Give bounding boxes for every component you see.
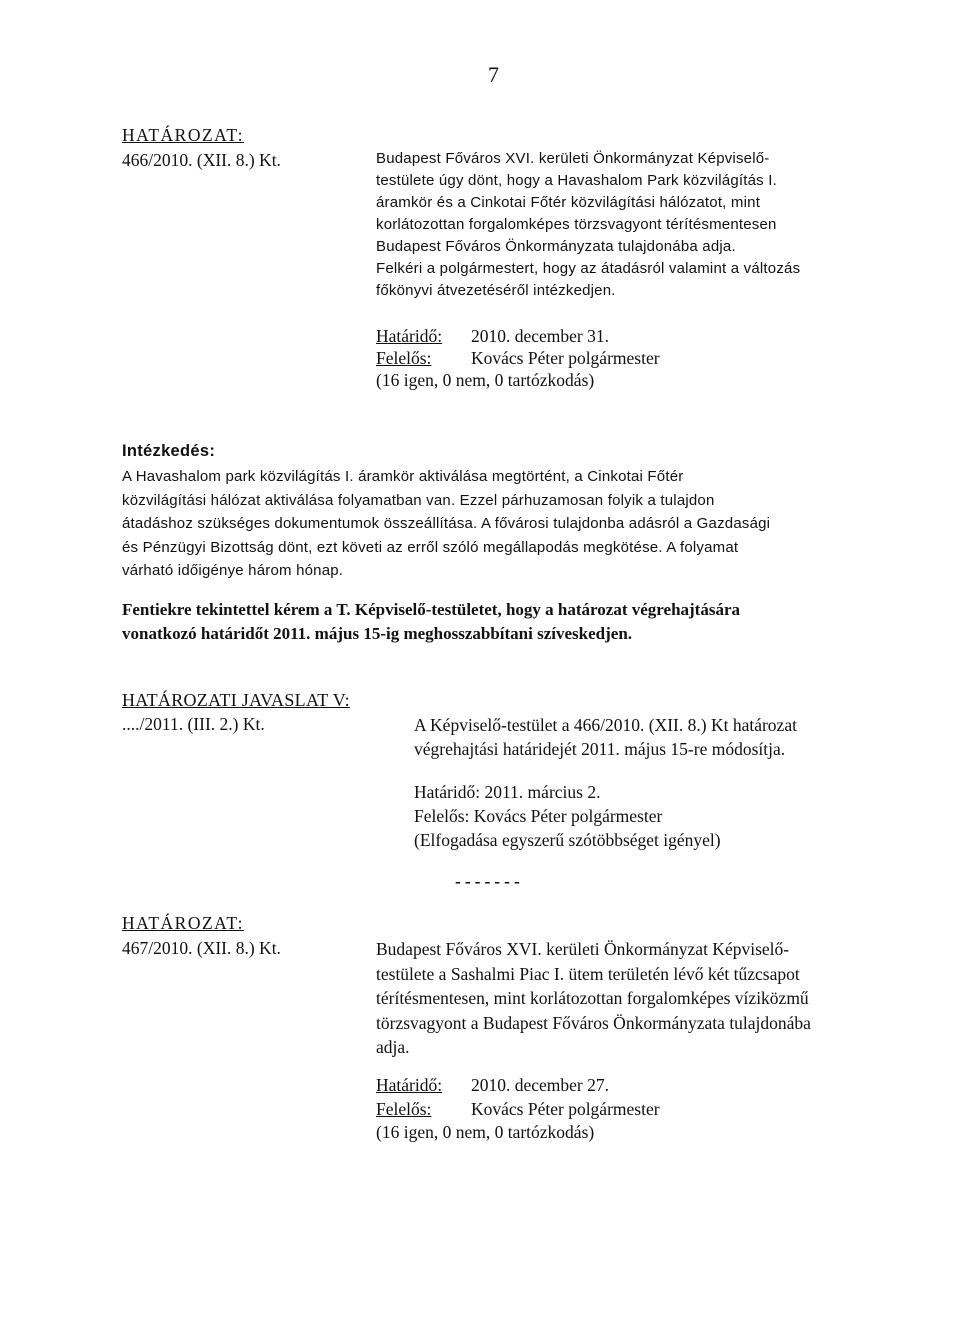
text-line: Felkéri a polgármestert, hogy az átadásról valamint a változás bbox=[376, 260, 801, 277]
resolution-text-1 bbox=[376, 148, 866, 302]
text-line: Budapest Főváros Önkormányzata tulajdonába adja. bbox=[376, 238, 736, 255]
text-line: vonatkozó határidőt 2011. május 15-ig meghosszabbítani szíveskedjen. bbox=[122, 624, 633, 643]
deadline-row bbox=[376, 1074, 866, 1098]
page-number: 7 bbox=[488, 62, 499, 87]
text-line: A Képviselő-testület a 466/2010. (XII. 8.) Kt határozat bbox=[414, 715, 797, 735]
text-line: végrehajtási határidejét 2011. május 15-re módosítja. bbox=[414, 739, 786, 759]
responsible-row bbox=[376, 347, 866, 369]
resolution-ref-1: 466/2010. (XII. 8.) Kt. bbox=[122, 150, 281, 170]
proposal-deadline: Határidő: 2011. március 2. bbox=[414, 782, 601, 802]
proposal-heading: HATÁROZATI JAVASLAT V: bbox=[122, 690, 350, 710]
resolution-meta-2 bbox=[376, 1074, 866, 1145]
responsible-label: Felelős: bbox=[376, 1098, 432, 1119]
text-line: és Pénzügyi Bizottság dönt, ezt követi az erről szóló megállapodás megkötése. A folyamat bbox=[122, 538, 739, 556]
deadline-value: 2010. december 31. bbox=[471, 326, 610, 346]
text-line: A Havashalom park közvilágítás I. áramkör aktiválása megtörtént, a Cinkotai Főtér bbox=[122, 468, 684, 485]
resolution-heading-2: HATÁROZAT: bbox=[122, 913, 245, 933]
extension-request bbox=[122, 598, 882, 646]
text-line: átadáshoz szükséges dokumentumok összeállítása. A fővárosi tulajdonba adásról a Gazdasági bbox=[122, 515, 771, 532]
resolution-heading-1: HATÁROZAT: bbox=[122, 125, 245, 145]
measures-text bbox=[122, 465, 870, 583]
measures-heading: Intézkedés: bbox=[122, 442, 216, 460]
responsible-row bbox=[376, 1098, 866, 1122]
vote-result: (16 igen, 0 nem, 0 tartózkodás) bbox=[376, 1122, 595, 1142]
text-line: testülete a Sashalmi Piac I. ütem területén lévő két tűzcsapot bbox=[376, 963, 800, 984]
text-line: adja. bbox=[376, 1037, 410, 1057]
proposal-ref: ..../2011. (III. 2.) Kt. bbox=[122, 714, 265, 734]
text-line: várható időigénye három hónap. bbox=[122, 562, 344, 579]
section-separator: ------- bbox=[455, 871, 524, 891]
proposal-text bbox=[414, 713, 874, 761]
responsible-label: Felelős: bbox=[376, 348, 432, 368]
deadline-row bbox=[376, 325, 866, 347]
vote-result: (16 igen, 0 nem, 0 tartózkodás) bbox=[376, 370, 595, 390]
responsible-value: Kovács Péter polgármester bbox=[471, 348, 660, 368]
deadline-value: 2010. december 27. bbox=[471, 1075, 610, 1095]
deadline-label: Határidő: bbox=[376, 1075, 443, 1095]
proposal-meta bbox=[414, 780, 874, 852]
text-line: korlátozottan forgalomképes törzsvagyont térítésmentesen bbox=[376, 216, 777, 233]
text-line: közvilágítási hálózat aktiválása folyamatban van. Ezzel párhuzamosan folyik a tulajdon bbox=[122, 491, 715, 509]
resolution-ref-2: 467/2010. (XII. 8.) Kt. bbox=[122, 938, 281, 958]
text-line: törzsvagyont a Budapest Főváros Önkormányzata tulajdonába bbox=[376, 1012, 811, 1033]
proposal-note: (Elfogadása egyszerű szótöbbséget igényel) bbox=[414, 830, 721, 850]
text-line: Budapest Főváros XVI. kerületi Önkormányzat Képviselő- bbox=[376, 150, 770, 167]
text-line: térítésmentesen, mint korlátozottan forgalomképes víziközmű bbox=[376, 988, 809, 1008]
resolution-meta-1 bbox=[376, 325, 866, 391]
text-line: főkönyvi átvezetéséről intézkedjen. bbox=[376, 282, 616, 299]
text-line: testülete úgy dönt, hogy a Havashalom Park közvilágítás I. bbox=[376, 172, 777, 189]
text-line: Fentiekre tekintettel kérem a T. Képviselő-testületet, hogy a határozat végrehajtására bbox=[122, 600, 741, 619]
proposal-responsible: Felelős: Kovács Péter polgármester bbox=[414, 806, 663, 826]
resolution-text-2 bbox=[376, 937, 866, 1060]
responsible-value: Kovács Péter polgármester bbox=[471, 1098, 660, 1119]
deadline-label: Határidő: bbox=[376, 326, 443, 346]
text-line: áramkör és a Cinkotai Főtér közvilágítási hálózatot, mint bbox=[376, 194, 761, 211]
text-line: Budapest Főváros XVI. kerületi Önkormányzat Képviselő- bbox=[376, 939, 790, 959]
